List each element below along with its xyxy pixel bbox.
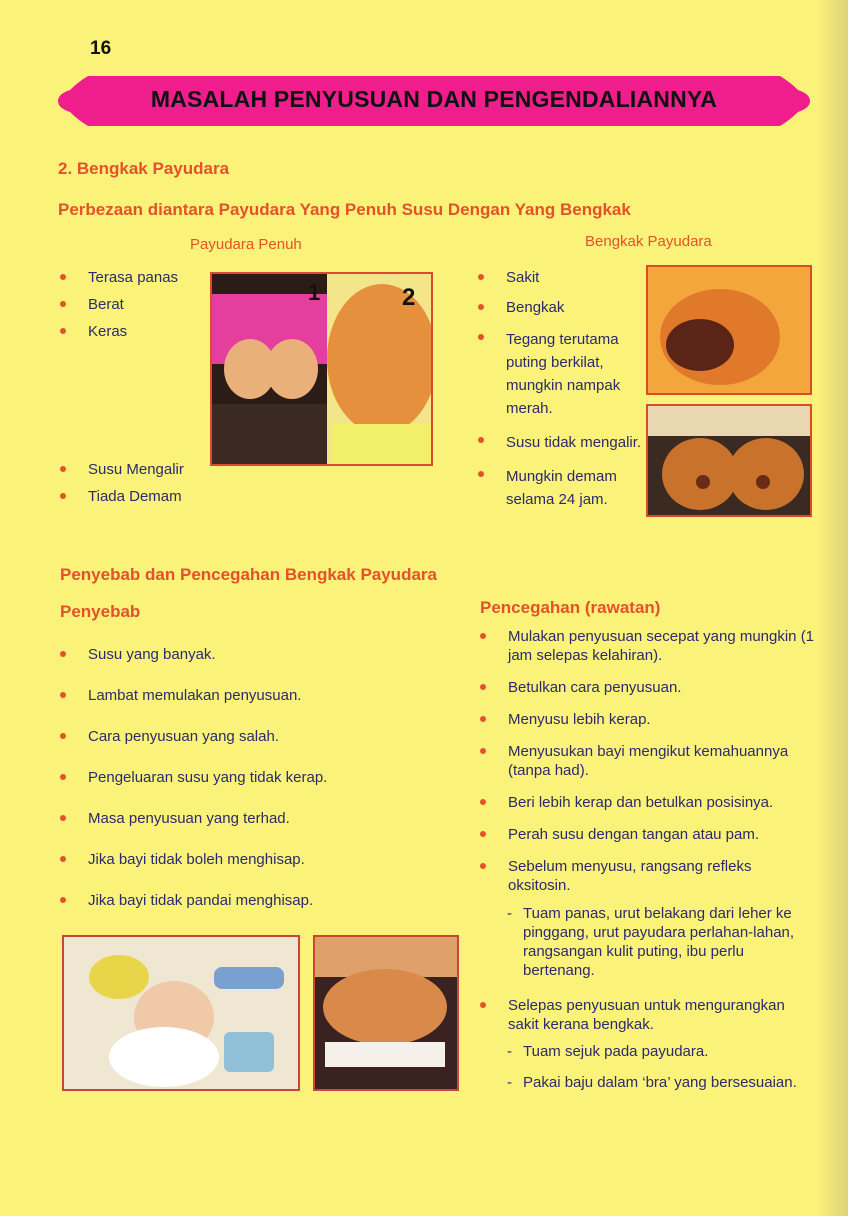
photo-label-2: 2 [402,284,416,311]
list-item: Masa penyusuan yang terhad. [58,809,458,828]
baby-photo [62,935,300,1091]
causes-heading: Penyebab [60,602,141,621]
list-item: Lambat memulakan penyusuan. [58,686,458,705]
massage-photo-image [315,937,459,1091]
list-item: Berat [58,295,208,314]
list-item: Mungkin demam selama 24 jam. [476,465,644,511]
list-item: Jika bayi tidak boleh menghisap. [58,850,458,869]
list-item: Keras [58,322,208,341]
prevention-list [478,627,818,895]
prevention-after-list [478,996,818,1034]
full-breast-photo-image [212,274,433,466]
list-item: Pengeluaran susu yang tidak kerap. [58,768,458,787]
prevention-heading: Pencegahan (rawatan) [480,598,661,617]
list-item: Selepas penyusuan untuk mengurangkan sakit kerana bengkak. [478,996,818,1034]
list-item: Tiada Demam [58,487,208,506]
comparison-title: Perbezaan diantara Payudara Yang Penuh Susu Dengan Yang Bengkak [58,200,631,219]
full-breast-label: Payudara Penuh [190,236,302,253]
engorged-breast-label: Bengkak Payudara [585,233,712,250]
sub-item: - Tuam sejuk pada payudara. [507,1043,709,1060]
list-item: Cara penyusuan yang salah. [58,727,458,746]
causes-list [58,645,458,910]
engorged-breast-photo-top [646,265,812,395]
full-breast-list-bottom [58,460,208,506]
page-number: 16 [90,38,112,59]
list-item: Susu tidak mengalir. [476,431,644,454]
engorged-breast-list [476,268,644,511]
causes-prevention-title: Penyebab dan Pencegahan Bengkak Payudara [60,565,437,584]
list-item: Betulkan cara penyusuan. [478,678,818,697]
engorged-breast-photo-bottom-image [648,406,812,517]
engorged-breast-photo-bottom [646,404,812,517]
engorged-breast-photo-top-image [648,267,812,395]
massage-photo [313,935,459,1091]
oxytocin-sublist [507,904,813,980]
after-sublist [507,1042,807,1092]
list-item: Susu Mengalir [58,460,208,479]
sub-item: - Tuam panas, urut belakang dari leher ke pinggang, urut payudara perlahan-lahan, rangsangan kulit puting, ibu perlu bertenang. [507,905,795,979]
list-item: Terasa panas [58,268,208,287]
list-item: Tegang terutama puting berkilat, mungkin nampak merah. [476,328,644,420]
list-item: Mulakan penyusuan secepat yang mungkin (1 jam selepas kelahiran). [478,627,818,665]
list-item: Sebelum menyusu, rangsang refleks oksitosin. [478,857,818,895]
list-item: Menyusukan bayi mengikut kemahuannya (tanpa had). [478,742,818,780]
section-title: 2. Bengkak Payudara [58,159,230,178]
list-item: Menyusu lebih kerap. [478,710,818,729]
full-breast-photo [210,272,433,466]
list-item: Perah susu dengan tangan atau pam. [478,825,818,844]
list-item: Sakit [476,268,644,287]
list-item: Susu yang banyak. [58,645,458,664]
baby-photo-image [64,937,300,1091]
full-breast-list-top [58,268,208,341]
page-edge-shadow [818,0,848,1216]
list-item: Jika bayi tidak pandai menghisap. [58,891,458,910]
sub-item: - Pakai baju dalam ‘bra’ yang bersesuaian. [507,1074,797,1091]
photo-label-1: 1 [308,280,321,305]
list-item: Bengkak [476,298,644,317]
list-item: Beri lebih kerap dan betulkan posisinya. [478,793,818,812]
banner-title: MASALAH PENYUSUAN DAN PENGENDALIANNYA [150,86,718,112]
title-banner [58,72,810,130]
